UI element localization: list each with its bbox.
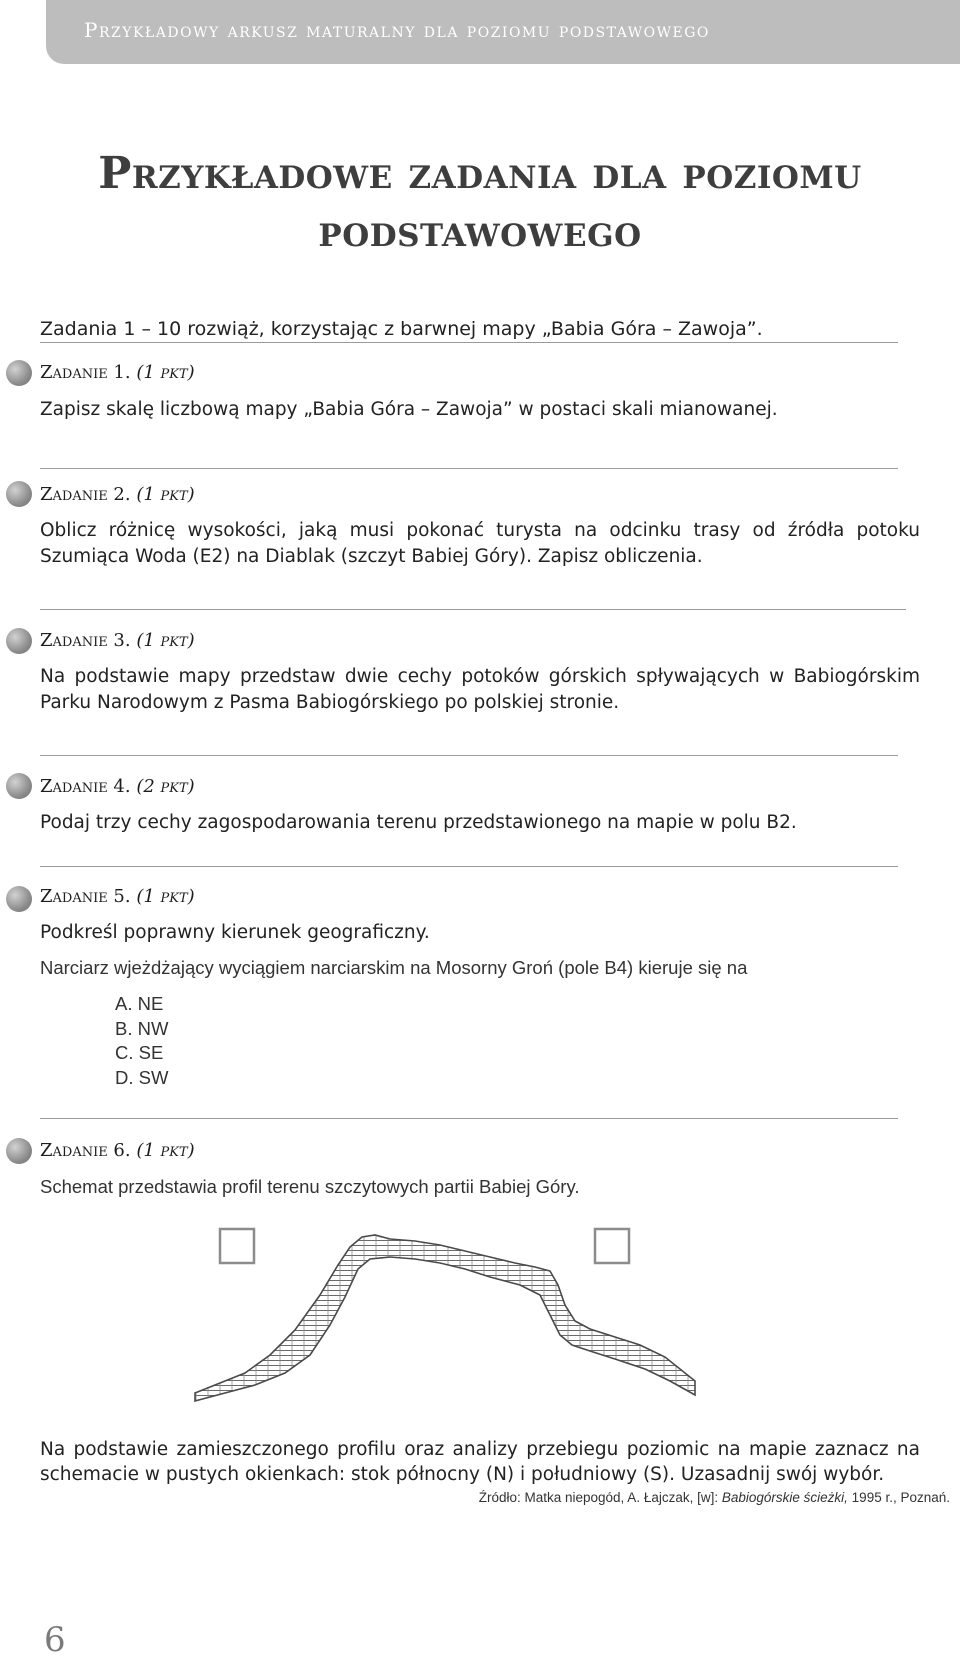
task-4-label: Zadanie 4. [40,776,131,797]
task-5-heading [40,886,195,907]
task-6-points: (1 pkt) [136,1140,195,1161]
task-5-label: Zadanie 5. [40,886,131,907]
task-5-points: (1 pkt) [136,886,195,907]
source-prefix: Źródło: Matka niepogód, A. Łajczak, [w]: [478,1490,722,1505]
page-title-line1: Przykładowe zadania dla poziomu [98,148,862,199]
task-6-heading [40,1140,195,1161]
figure-source [479,1490,950,1505]
option-d: D. SW [115,1067,169,1088]
task-3-heading [40,630,195,651]
task-bullet-icon [6,1138,32,1164]
task-3-points: (1 pkt) [136,630,195,651]
option-c: C. SE [115,1042,164,1063]
task-6-question: Na podstawie zamieszczonego profilu oraz analizy przebiegu poziomic na mapie zaznacz na schemacie w pustych okienkach: stok północny (N) i południowy (S). Uzasadnij swój wybór. [40,1439,920,1485]
task-1-label: Zadanie 1. [40,362,131,383]
task-4-heading [40,776,195,797]
divider [40,1118,898,1119]
divider [40,609,906,610]
task-6-label: Zadanie 6. [40,1140,131,1161]
task-2-points: (1 pkt) [136,484,195,505]
task-1-heading [40,362,195,383]
task-1-points: (1 pkt) [136,362,195,383]
task-4-text: Podaj trzy cechy zagospodarowania terenu przedstawionego na mapie w polu B2. [40,812,797,833]
task-bullet-icon [6,773,32,799]
source-suffix: 1995 r., Poznań. [847,1490,950,1505]
task-6-text: Schemat przedstawia profil terenu szczytowych partii Babiej Góry. [40,1176,580,1197]
page-number: 6 [44,1620,66,1660]
page-title-line2: podstawowego [318,206,642,257]
answer-box-right[interactable] [595,1229,629,1263]
divider [40,755,898,756]
task-bullet-icon [6,481,32,507]
task-1-text: Zapisz skalę liczbową mapy „Babia Góra – Zawoja” w postaci skali mianowanej. [40,399,778,420]
task-2-heading [40,484,195,505]
terrain-profile-diagram [190,1205,700,1405]
option-a: A. NE [115,993,164,1014]
task-5-text: Podkreśl poprawny kierunek geograficzny. [40,922,430,943]
header-banner [46,0,960,64]
task-bullet-icon [6,886,32,912]
answer-box-left[interactable] [220,1229,254,1263]
page-title [40,145,920,261]
task-bullet-icon [6,628,32,654]
task-2-text: Oblicz różnicę wysokości, jaką musi pokonać turysta na odcinku trasy od źródła potoku Szumiąca Woda (E2) na Diablak (szczyt Babiej Góry). Zapisz obliczenia. [40,520,920,567]
header-banner-text: Przykładowy arkusz maturalny dla poziomu podstawowego [84,18,710,42]
divider [40,342,898,343]
task-3-text: Na podstawie mapy przedstaw dwie cechy potoków górskich spływających w Babiogórskim Parku Narodowym z Pasma Babiogórskiego po polskiej stronie. [40,666,920,713]
intro-text: Zadania 1 – 10 rozwiąż, korzystając z barwnej mapy „Babia Góra – Zawoja”. [40,318,763,340]
task-4-points: (2 pkt) [136,776,195,797]
task-5-subtext: Narciarz wjeżdżający wyciągiem narciarskim na Mosorny Groń (pole B4) kieruje się na [40,957,748,978]
source-title: Babiogórskie ścieżki, [721,1490,848,1505]
task-2-label: Zadanie 2. [40,484,131,505]
task-bullet-icon [6,360,32,386]
task-3-label: Zadanie 3. [40,630,131,651]
divider [40,468,898,469]
divider [40,866,898,867]
option-b: B. NW [115,1018,169,1039]
